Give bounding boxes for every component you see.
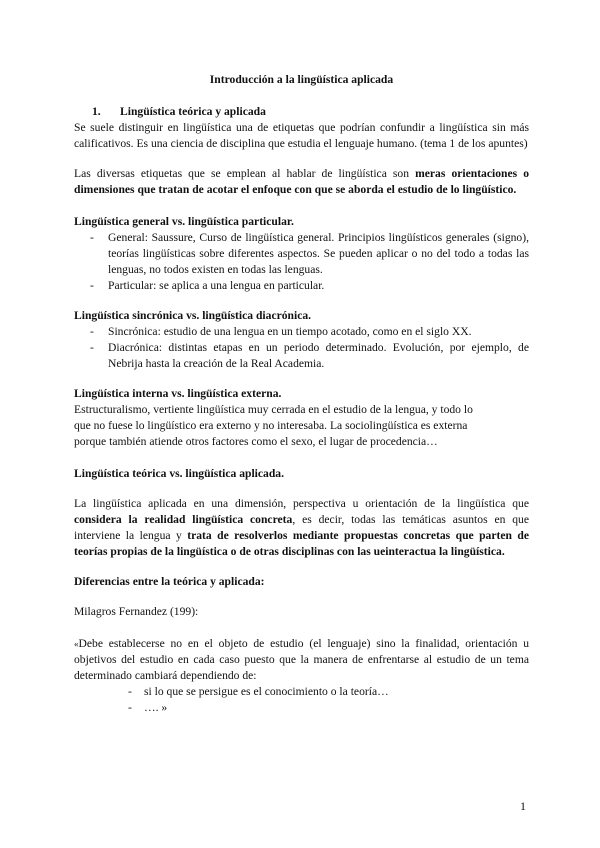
- document-title: Introducción a la lingüística aplicada: [209, 73, 394, 86]
- page-number: 1: [520, 799, 526, 813]
- list-item-text: Particular: se aplica a una lengua en particular.: [108, 279, 325, 292]
- quote-text: Debe establecerse no en el objeto de estudio (el lenguaje) sino la finalidad, orientación u objetivos del estudio en cada caso puesto que la manera de enfrentarse al estudio de un tema determinado cambiará dependiendo de:: [74, 637, 529, 682]
- teorica-text-2: , es decir, todas las temáticas asuntos en que interviene la lengua y: [74, 513, 529, 542]
- list-general-particular: [74, 230, 529, 294]
- teorica-text-1: La lingüística aplicada en una dimensión, perspectiva u orientación de la lingüística que: [74, 497, 529, 510]
- list-item-text: si lo que se persigue es el conocimiento o la teoría…: [144, 685, 389, 698]
- intro-paragraph: Se suele distinguir en lingüística una de etiquetas que podrían confundir a lingüística sin más calificativos. Es una ciencia de disciplina que estudia el lenguaje humano. (tema 1 de los apuntes): [74, 121, 529, 150]
- list-item: [74, 230, 529, 278]
- etiquetas-text: Las diversas etiquetas que se emplean al hablar de lingüística son: [74, 167, 416, 180]
- list-item-text: Sincrónica: estudio de una lengua en un tiempo acotado, como en el siglo XX.: [108, 325, 472, 338]
- heading-interna-externa: Lingüística interna vs. lingüística externa.: [74, 387, 282, 400]
- teorica-bold-2: trata de resolverlos mediante propuestas concretas que parten de teorías propias de la lingüística o de otras disciplinas con las ueinteractua la lingüística.: [74, 529, 529, 558]
- etiquetas-bold-text: meras orientaciones o dimensiones que tratan de acotar el enfoque con que se aborda el estudio de lo lingüístico.: [74, 167, 529, 196]
- list-item-text: Diacrónica: distintas etapas en un periodo determinado. Evolución, por ejemplo, de Nebrija hasta la creación de la Real Academia.: [108, 341, 529, 370]
- list-item: [74, 700, 529, 716]
- list-quote: [74, 684, 529, 716]
- section-title: Lingüística teórica y aplicada: [120, 105, 266, 118]
- heading-sincronica-diacronica: Lingüística sincrónica vs. lingüística diacrónica.: [74, 309, 312, 322]
- section-number: 1.: [92, 105, 101, 118]
- quote-open-mark: «: [74, 639, 79, 649]
- interna-line: Estructuralismo, vertiente lingüística muy cerrada en el estudio de la lengua, y todo lo: [74, 403, 473, 416]
- section-heading-1: [74, 104, 529, 120]
- heading-general-particular: Lingüística general vs. lingüística particular.: [74, 215, 294, 228]
- list-item: [74, 684, 529, 700]
- quote-paragraph: [74, 636, 529, 684]
- list-sincronica-diacronica: [74, 324, 529, 372]
- list-item: [74, 324, 529, 340]
- interna-line: que no fuese lo lingüístico era externo y no interesaba. La sociolingüística es externa: [74, 419, 468, 432]
- bullet-dash: -: [90, 279, 94, 292]
- bullet-dash: -: [128, 685, 132, 698]
- list-item: [74, 278, 529, 294]
- etiquetas-paragraph: [74, 166, 529, 198]
- page-content: [74, 72, 529, 716]
- bullet-dash: -: [128, 701, 132, 714]
- interna-line: porque también atiende otros factores como el sexo, el lugar de procedencia…: [74, 435, 438, 448]
- list-item-text: …. »: [144, 701, 168, 714]
- teorica-bold-1: considera la realidad lingüística concreta: [74, 513, 293, 526]
- bullet-dash: -: [90, 325, 94, 338]
- heading-teorica-aplicada: Lingüística teórica vs. lingüística aplicada.: [74, 467, 284, 480]
- heading-diferencias: Diferencias entre la teórica y aplicada:: [74, 575, 265, 588]
- author-citation: Milagros Fernandez (199):: [74, 605, 199, 618]
- list-item-text: General: Saussure, Curso de lingüística general. Principios lingüísticos generales (signo), teorías lingüísticas sobre diferentes aspectos. Se pueden aplicar o no del todo a todas las lenguas, no todos existen en todas las lenguas.: [108, 231, 529, 276]
- bullet-dash: -: [90, 231, 94, 244]
- list-item: [74, 340, 529, 372]
- bullet-dash: -: [90, 341, 94, 354]
- teorica-aplicada-paragraph: [74, 496, 529, 560]
